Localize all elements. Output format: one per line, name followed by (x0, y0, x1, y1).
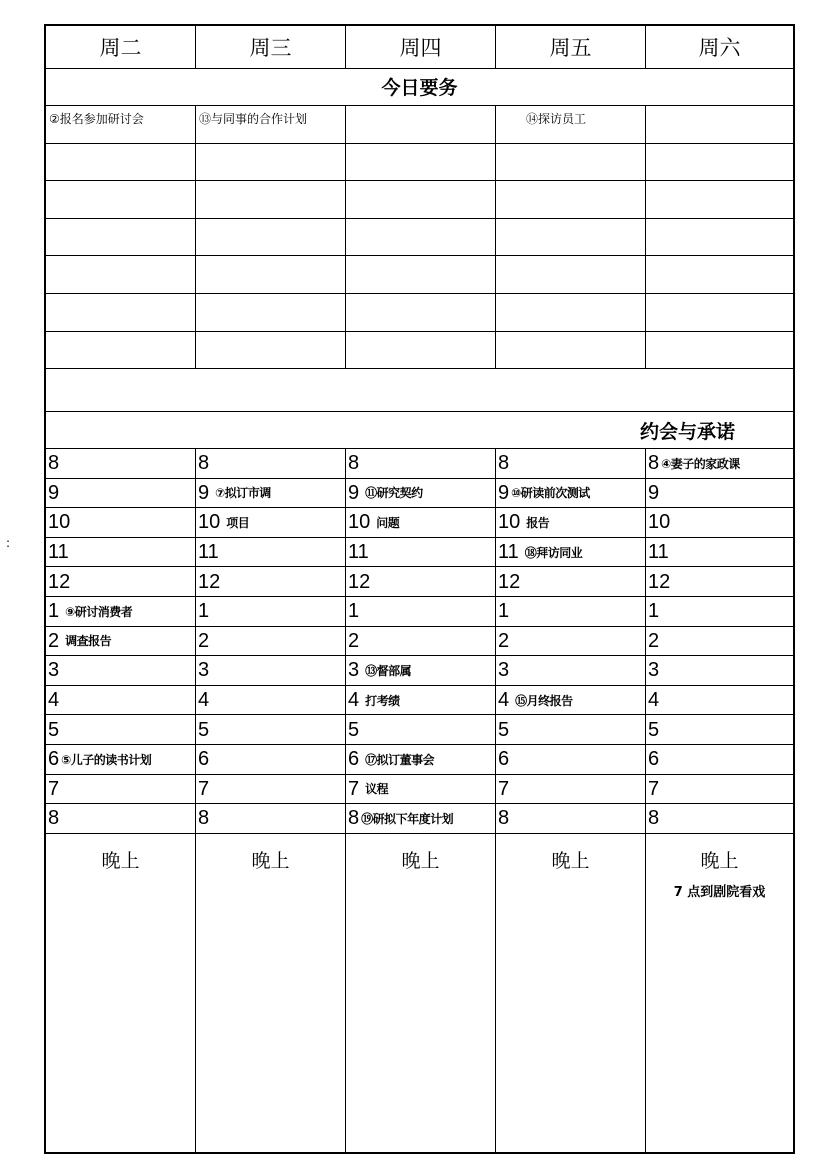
appointment-slot (646, 804, 793, 834)
appointment-slot (646, 715, 793, 745)
evening-label: 晚上 (101, 850, 140, 872)
hour-label: 9 (48, 481, 60, 504)
task-cell (46, 144, 196, 182)
today-tasks-title-text: 今日要务 (381, 77, 458, 99)
appointment-slot (46, 597, 196, 627)
hour-label: 3 (48, 659, 60, 682)
hour-label: 11 (348, 541, 369, 564)
appointment-slot (346, 627, 496, 657)
appointment-slot (46, 656, 196, 686)
appointments-title-text: 约会与承诺 (639, 420, 735, 443)
hour-label: 4 (498, 689, 510, 712)
hour-label: 10 (348, 511, 371, 534)
appointment-note: 调查报告 (65, 634, 112, 649)
appointment-slot (346, 538, 496, 568)
task-cell (346, 332, 496, 370)
hour-label: 7 (198, 777, 210, 800)
appointment-slot (196, 508, 346, 538)
task-cell: ②报名参加研讨会 (46, 106, 196, 144)
appointment-slot (196, 715, 346, 745)
appointment-slot (496, 775, 646, 805)
task-cell (646, 106, 793, 144)
day-header-row (46, 26, 793, 69)
evening-label: 晚上 (700, 850, 739, 872)
hour-label: 8 (498, 807, 510, 830)
task-cell (46, 219, 196, 257)
hour-label: 8 (348, 807, 360, 830)
appointment-slot (196, 597, 346, 627)
appointments-title (46, 411, 793, 449)
appointment-slot (346, 775, 496, 805)
task-cell (496, 144, 646, 182)
hour-label: 9 (498, 481, 510, 504)
hour-label: 4 (48, 689, 60, 712)
appointment-note: ⑱拜访同业 (524, 545, 583, 560)
evening-cell (196, 834, 346, 1152)
appointment-slot (46, 538, 196, 568)
task-cell (346, 219, 496, 257)
appointment-slot (496, 449, 646, 479)
appointment-note: ⑤儿子的读书计划 (61, 752, 152, 767)
weekly-planner (44, 24, 795, 1154)
appointment-slot (46, 775, 196, 805)
hour-label: 4 (348, 689, 360, 712)
day-header-5: 周六 (698, 36, 741, 60)
appointment-slot (196, 479, 346, 509)
hour-label: 6 (648, 748, 660, 771)
day-header-1: 周二 (46, 26, 196, 68)
evening-note: 7 点到剧院看戏 (673, 885, 766, 900)
task-cell (646, 294, 793, 332)
margin-mark: : (6, 536, 11, 550)
hour-label: 6 (48, 748, 60, 771)
appointment-slot (496, 567, 646, 597)
hour-label: 6 (348, 748, 360, 771)
task-cell (46, 181, 196, 219)
appointment-slot (196, 538, 346, 568)
appointment-slot (346, 745, 496, 775)
appointment-note: ⑬督部属 (365, 663, 412, 678)
appointment-note: ⑪研究契约 (365, 486, 423, 501)
appointment-slot (496, 715, 646, 745)
hour-label: 3 (498, 659, 510, 682)
day-header-2: 周三 (196, 26, 346, 68)
task-cell (196, 219, 346, 257)
hour-label: 5 (648, 718, 660, 741)
appointment-slot (646, 686, 793, 716)
appointment-slot (346, 567, 496, 597)
task-cell (496, 256, 646, 294)
task-cell (646, 219, 793, 257)
hour-label: 10 (198, 511, 221, 534)
appointment-slot (46, 567, 196, 597)
hour-label: 8 (198, 452, 210, 475)
appointment-note: 打考绩 (365, 693, 400, 708)
hour-label: 6 (198, 748, 210, 771)
task-cell (46, 332, 196, 370)
hour-label: 8 (348, 452, 360, 475)
hour-label: 10 (648, 511, 671, 534)
task-cell (496, 219, 646, 257)
appointment-slot (46, 449, 196, 479)
appointment-slot (496, 508, 646, 538)
appointment-slot (46, 686, 196, 716)
hour-label: 1 (48, 600, 60, 623)
hour-label: 2 (348, 629, 360, 652)
hour-label: 5 (498, 718, 510, 741)
appointment-note: ⑮月终报告 (515, 693, 573, 708)
appointment-note: ⑩研读前次测试 (511, 486, 590, 501)
task-cell (196, 144, 346, 182)
task-cell (346, 256, 496, 294)
hour-label: 12 (648, 570, 671, 593)
appointment-slot (646, 449, 793, 479)
task-cell (46, 256, 196, 294)
appointment-slot (496, 804, 646, 834)
hour-label: 2 (48, 629, 60, 652)
appointment-note: ⑰拟订董事会 (365, 752, 435, 767)
task-cell (346, 144, 496, 182)
appointment-slot (346, 508, 496, 538)
appointment-note: ④妻子的家政课 (661, 456, 740, 471)
appointment-slot (196, 775, 346, 805)
hour-label: 8 (48, 807, 60, 830)
appointment-slot (346, 715, 496, 745)
appointment-note: 问题 (376, 515, 400, 530)
appointment-slot (646, 567, 793, 597)
appointment-slot (196, 567, 346, 597)
appointment-note: 报告 (526, 515, 550, 530)
evening-label: 晚上 (401, 850, 440, 872)
hour-label: 1 (198, 600, 210, 623)
task-cell (196, 181, 346, 219)
appointment-slot (346, 804, 496, 834)
appointment-slot (646, 508, 793, 538)
hour-label: 11 (198, 541, 219, 564)
task-cell (346, 106, 496, 144)
hour-label: 2 (498, 629, 510, 652)
appointment-slot (646, 538, 793, 568)
appointment-slot (646, 745, 793, 775)
task-cell (646, 144, 793, 182)
appointment-note: 项目 (226, 515, 250, 530)
hour-label: 5 (48, 718, 60, 741)
hour-label: 3 (198, 659, 210, 682)
hour-label: 7 (48, 777, 60, 800)
appointment-slot (646, 597, 793, 627)
evening-label: 晚上 (551, 850, 590, 872)
evening-cell (496, 834, 646, 1152)
appointment-slot (196, 449, 346, 479)
hour-label: 8 (498, 452, 510, 475)
task-cell: ⑬与同事的合作计划 (196, 106, 346, 144)
appointment-slot (346, 597, 496, 627)
evening-cell (646, 834, 793, 1152)
evening-cell (46, 834, 196, 1152)
hour-label: 9 (348, 481, 360, 504)
hour-label: 1 (648, 600, 660, 623)
appointment-slot (196, 804, 346, 834)
task-cell (496, 294, 646, 332)
appointment-note: ⑨研讨消费者 (65, 604, 133, 619)
task-cell (646, 181, 793, 219)
hour-label: 9 (648, 481, 660, 504)
task-cell (46, 294, 196, 332)
appointment-slot (496, 656, 646, 686)
task-cell (196, 294, 346, 332)
hour-label: 7 (348, 777, 360, 800)
evening-label: 晚上 (251, 850, 290, 872)
appointment-slot (496, 479, 646, 509)
hour-label: 1 (348, 600, 360, 623)
hour-label: 8 (48, 452, 60, 475)
task-cell (346, 294, 496, 332)
today-tasks-title (46, 68, 793, 106)
hour-label: 6 (498, 748, 510, 771)
appointment-slot (46, 745, 196, 775)
appointment-slot (46, 715, 196, 745)
hour-label: 8 (648, 807, 660, 830)
hour-label: 11 (648, 541, 669, 564)
hour-label: 5 (198, 718, 210, 741)
hour-label: 8 (648, 452, 660, 475)
hour-label: 3 (348, 659, 360, 682)
hour-label: 4 (198, 689, 210, 712)
day-header-4: 周五 (496, 26, 646, 68)
hour-label: 11 (498, 541, 519, 564)
appointment-slot (496, 538, 646, 568)
hour-label: 12 (498, 570, 521, 593)
appointment-slot (646, 627, 793, 657)
hour-label: 2 (648, 629, 660, 652)
appointment-slot (346, 449, 496, 479)
hour-label: 4 (648, 689, 660, 712)
appointment-slot (46, 804, 196, 834)
appointment-slot (646, 479, 793, 509)
appointment-slot (196, 627, 346, 657)
appointment-slot (46, 627, 196, 657)
task-cell (196, 332, 346, 370)
appointment-slot (196, 745, 346, 775)
hour-label: 10 (498, 511, 521, 534)
appointment-slot (46, 479, 196, 509)
task-cell (196, 256, 346, 294)
appointment-slot (196, 686, 346, 716)
day-header-3: 周四 (346, 26, 496, 68)
appointment-slot (646, 775, 793, 805)
hour-label: 5 (348, 718, 360, 741)
hour-label: 10 (48, 511, 71, 534)
appointment-slot (346, 479, 496, 509)
hour-label: 12 (198, 570, 221, 593)
hour-label: 11 (48, 541, 69, 564)
appointment-slot (346, 686, 496, 716)
appointment-slot (196, 656, 346, 686)
hour-label: 12 (348, 570, 371, 593)
hour-label: 7 (498, 777, 510, 800)
appointment-slot (496, 686, 646, 716)
hour-label: 1 (498, 600, 510, 623)
hour-label: 8 (198, 807, 210, 830)
task-cell (496, 332, 646, 370)
appointment-slot (496, 745, 646, 775)
appointment-slot (646, 656, 793, 686)
hour-label: 2 (198, 629, 210, 652)
hour-label: 12 (48, 570, 71, 593)
hour-label: 9 (198, 481, 210, 504)
task-cell (346, 181, 496, 219)
evening-cell (346, 834, 496, 1152)
appointment-note: ⑲研拟下年度计划 (361, 811, 454, 826)
appointment-slot (496, 597, 646, 627)
appointment-note: ⑦拟订市调 (215, 486, 271, 501)
task-cell (496, 181, 646, 219)
task-cell (646, 256, 793, 294)
appointment-slot (496, 627, 646, 657)
hour-label: 7 (648, 777, 660, 800)
hour-label: 3 (648, 659, 660, 682)
appointment-slot (46, 508, 196, 538)
task-cell: ⑭探访员工 (496, 106, 646, 144)
task-cell (646, 332, 793, 370)
appointment-slot (346, 656, 496, 686)
appointment-note: 议程 (365, 782, 389, 797)
